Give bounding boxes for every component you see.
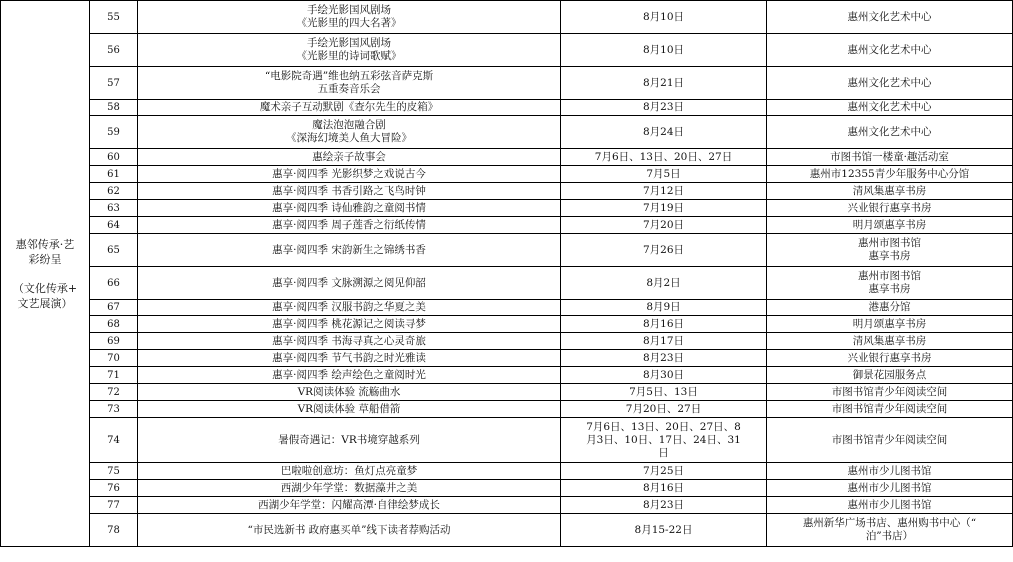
activity-title: 惠享·阅四季 光影织梦之戏说古今	[138, 166, 561, 183]
activity-venue: 惠州文化艺术中心	[767, 100, 1013, 116]
row-number: 76	[90, 480, 138, 497]
activity-venue: 惠州市少儿图书馆	[767, 480, 1013, 497]
activity-date: 7月12日	[561, 183, 767, 200]
row-number: 71	[90, 367, 138, 384]
activity-title: VR阅读体验 流觞曲水	[138, 384, 561, 401]
table-row	[1, 200, 1013, 217]
row-number: 65	[90, 234, 138, 267]
table-row	[1, 367, 1013, 384]
activity-venue: 惠州文化艺术中心	[767, 1, 1013, 34]
table-row	[1, 267, 1013, 300]
activity-title: 惠享·阅四季 绘声绘色之童阅时光	[138, 367, 561, 384]
activity-title: 西湖少年学堂：闪耀高潭·自律绘梦成长	[138, 497, 561, 514]
table-row	[1, 350, 1013, 367]
activity-date: 8月17日	[561, 333, 767, 350]
table-row	[1, 401, 1013, 418]
row-number: 56	[90, 34, 138, 67]
table-row	[1, 497, 1013, 514]
activity-venue: 市图书馆青少年阅读空间	[767, 384, 1013, 401]
row-number: 77	[90, 497, 138, 514]
row-number: 59	[90, 116, 138, 149]
table-body	[1, 1, 1013, 547]
activity-title: 手绘光影国风剧场 《光影里的四大名著》	[138, 1, 561, 34]
activity-venue: 兴业银行惠享书房	[767, 350, 1013, 367]
table-row	[1, 463, 1013, 480]
activity-title: VR阅读体验 草船借箭	[138, 401, 561, 418]
category-cell	[1, 1, 90, 547]
row-number: 68	[90, 316, 138, 333]
activity-title: “电影院奇遇”维也纳五彩弦音萨克斯 五重奏音乐会	[138, 67, 561, 100]
activity-venue: 惠州市图书馆 惠享书房	[767, 234, 1013, 267]
activity-date: 8月9日	[561, 300, 767, 316]
activity-title: 惠享·阅四季 宋韵新生之锦绣书香	[138, 234, 561, 267]
activity-venue: 明月颂惠享书房	[767, 316, 1013, 333]
activity-date: 7月19日	[561, 200, 767, 217]
activity-date: 8月15-22日	[561, 514, 767, 547]
row-number: 64	[90, 217, 138, 234]
row-number: 78	[90, 514, 138, 547]
table-row	[1, 166, 1013, 183]
activity-venue: 惠州文化艺术中心	[767, 67, 1013, 100]
activity-date: 7月5日	[561, 166, 767, 183]
activity-venue: 清风集惠享书房	[767, 333, 1013, 350]
activity-date: 8月23日	[561, 350, 767, 367]
table-row	[1, 183, 1013, 200]
activity-date: 8月16日	[561, 316, 767, 333]
activity-title: 惠享·阅四季 节气书韵之时光雅读	[138, 350, 561, 367]
row-number: 63	[90, 200, 138, 217]
activity-date: 7月25日	[561, 463, 767, 480]
activity-date: 7月20日、27日	[561, 401, 767, 418]
table-row	[1, 480, 1013, 497]
table-row	[1, 234, 1013, 267]
row-number: 60	[90, 149, 138, 166]
activity-date: 8月30日	[561, 367, 767, 384]
activity-date: 8月16日	[561, 480, 767, 497]
activity-title: 惠绘亲子故事会	[138, 149, 561, 166]
row-number: 75	[90, 463, 138, 480]
row-number: 69	[90, 333, 138, 350]
activity-date: 8月10日	[561, 34, 767, 67]
activity-venue: 御景花园服务点	[767, 367, 1013, 384]
row-number: 73	[90, 401, 138, 418]
activity-date: 8月21日	[561, 67, 767, 100]
table-row	[1, 217, 1013, 234]
activity-date: 7月26日	[561, 234, 767, 267]
table-row	[1, 116, 1013, 149]
row-number: 72	[90, 384, 138, 401]
activity-date: 7月6日、13日、20日、27日	[561, 149, 767, 166]
activity-title: 巴啦啦创意坊：鱼灯点亮童梦	[138, 463, 561, 480]
row-number: 58	[90, 100, 138, 116]
activity-title: 暑假奇遇记：VR书境穿越系列	[138, 418, 561, 463]
table-row	[1, 333, 1013, 350]
activity-venue: 惠州市12355青少年服务中心分馆	[767, 166, 1013, 183]
table-row	[1, 1, 1013, 34]
activity-venue: 惠州新华广场书店、惠州购书中心（“ 泊”书店）	[767, 514, 1013, 547]
row-number: 57	[90, 67, 138, 100]
table-row	[1, 100, 1013, 116]
activity-venue: 惠州市少儿图书馆	[767, 463, 1013, 480]
activity-date: 8月10日	[561, 1, 767, 34]
activity-title: 魔法泡泡融合剧 《深海幻境美人鱼大冒险》	[138, 116, 561, 149]
activity-date: 8月24日	[561, 116, 767, 149]
activity-title: 手绘光影国风剧场 《光影里的诗词歌赋》	[138, 34, 561, 67]
activity-title: 惠享·阅四季 诗仙雅韵之童阅书情	[138, 200, 561, 217]
activity-title: 惠享·阅四季 书香引路之飞鸟时钟	[138, 183, 561, 200]
activity-title: 惠享·阅四季 书海寻真之心灵奇旅	[138, 333, 561, 350]
category-subtitle: （文化传承+ 文艺展演）	[12, 281, 78, 310]
table-row	[1, 316, 1013, 333]
table-row	[1, 149, 1013, 166]
activity-venue: 市图书馆青少年阅读空间	[767, 418, 1013, 463]
activity-title: 惠享·阅四季 文脉溯源之阅见仰韶	[138, 267, 561, 300]
activity-date: 7月6日、13日、20日、27日、8 月3日、10日、17日、24日、31 日	[561, 418, 767, 463]
category-name: 惠邻传承·艺 彩纷呈	[15, 237, 75, 266]
row-number: 70	[90, 350, 138, 367]
activity-date: 7月20日	[561, 217, 767, 234]
activity-title: “市民选新书 政府惠买单”线下读者荐购活动	[138, 514, 561, 547]
activity-date: 7月5日、13日	[561, 384, 767, 401]
activity-venue: 明月颂惠享书房	[767, 217, 1013, 234]
table-row	[1, 514, 1013, 547]
row-number: 61	[90, 166, 138, 183]
activity-date: 8月23日	[561, 497, 767, 514]
activity-venue: 港惠分馆	[767, 300, 1013, 316]
activity-date: 8月23日	[561, 100, 767, 116]
row-number: 74	[90, 418, 138, 463]
activity-date: 8月2日	[561, 267, 767, 300]
activity-venue: 惠州文化艺术中心	[767, 34, 1013, 67]
activity-venue: 惠州文化艺术中心	[767, 116, 1013, 149]
activity-title: 惠享·阅四季 周子莲香之衍纸传情	[138, 217, 561, 234]
row-number: 62	[90, 183, 138, 200]
activity-title: 魔术亲子互动默剧《查尔先生的皮箱》	[138, 100, 561, 116]
table-row	[1, 384, 1013, 401]
activity-title: 惠享·阅四季 桃花源记之阅读寻梦	[138, 316, 561, 333]
row-number: 66	[90, 267, 138, 300]
activity-venue: 市图书馆青少年阅读空间	[767, 401, 1013, 418]
table-row	[1, 67, 1013, 100]
activity-venue: 市图书馆一楼童·趣活动室	[767, 149, 1013, 166]
activity-title: 西湖少年学堂：数据藻井之美	[138, 480, 561, 497]
activity-venue: 惠州市图书馆 惠享书房	[767, 267, 1013, 300]
table-row	[1, 418, 1013, 463]
table-row	[1, 34, 1013, 67]
activity-venue: 兴业银行惠享书房	[767, 200, 1013, 217]
activity-title: 惠享·阅四季 汉服书韵之华夏之美	[138, 300, 561, 316]
row-number: 67	[90, 300, 138, 316]
activity-venue: 惠州市少儿图书馆	[767, 497, 1013, 514]
row-number: 55	[90, 1, 138, 34]
table-row	[1, 300, 1013, 316]
activity-venue: 清风集惠享书房	[767, 183, 1013, 200]
